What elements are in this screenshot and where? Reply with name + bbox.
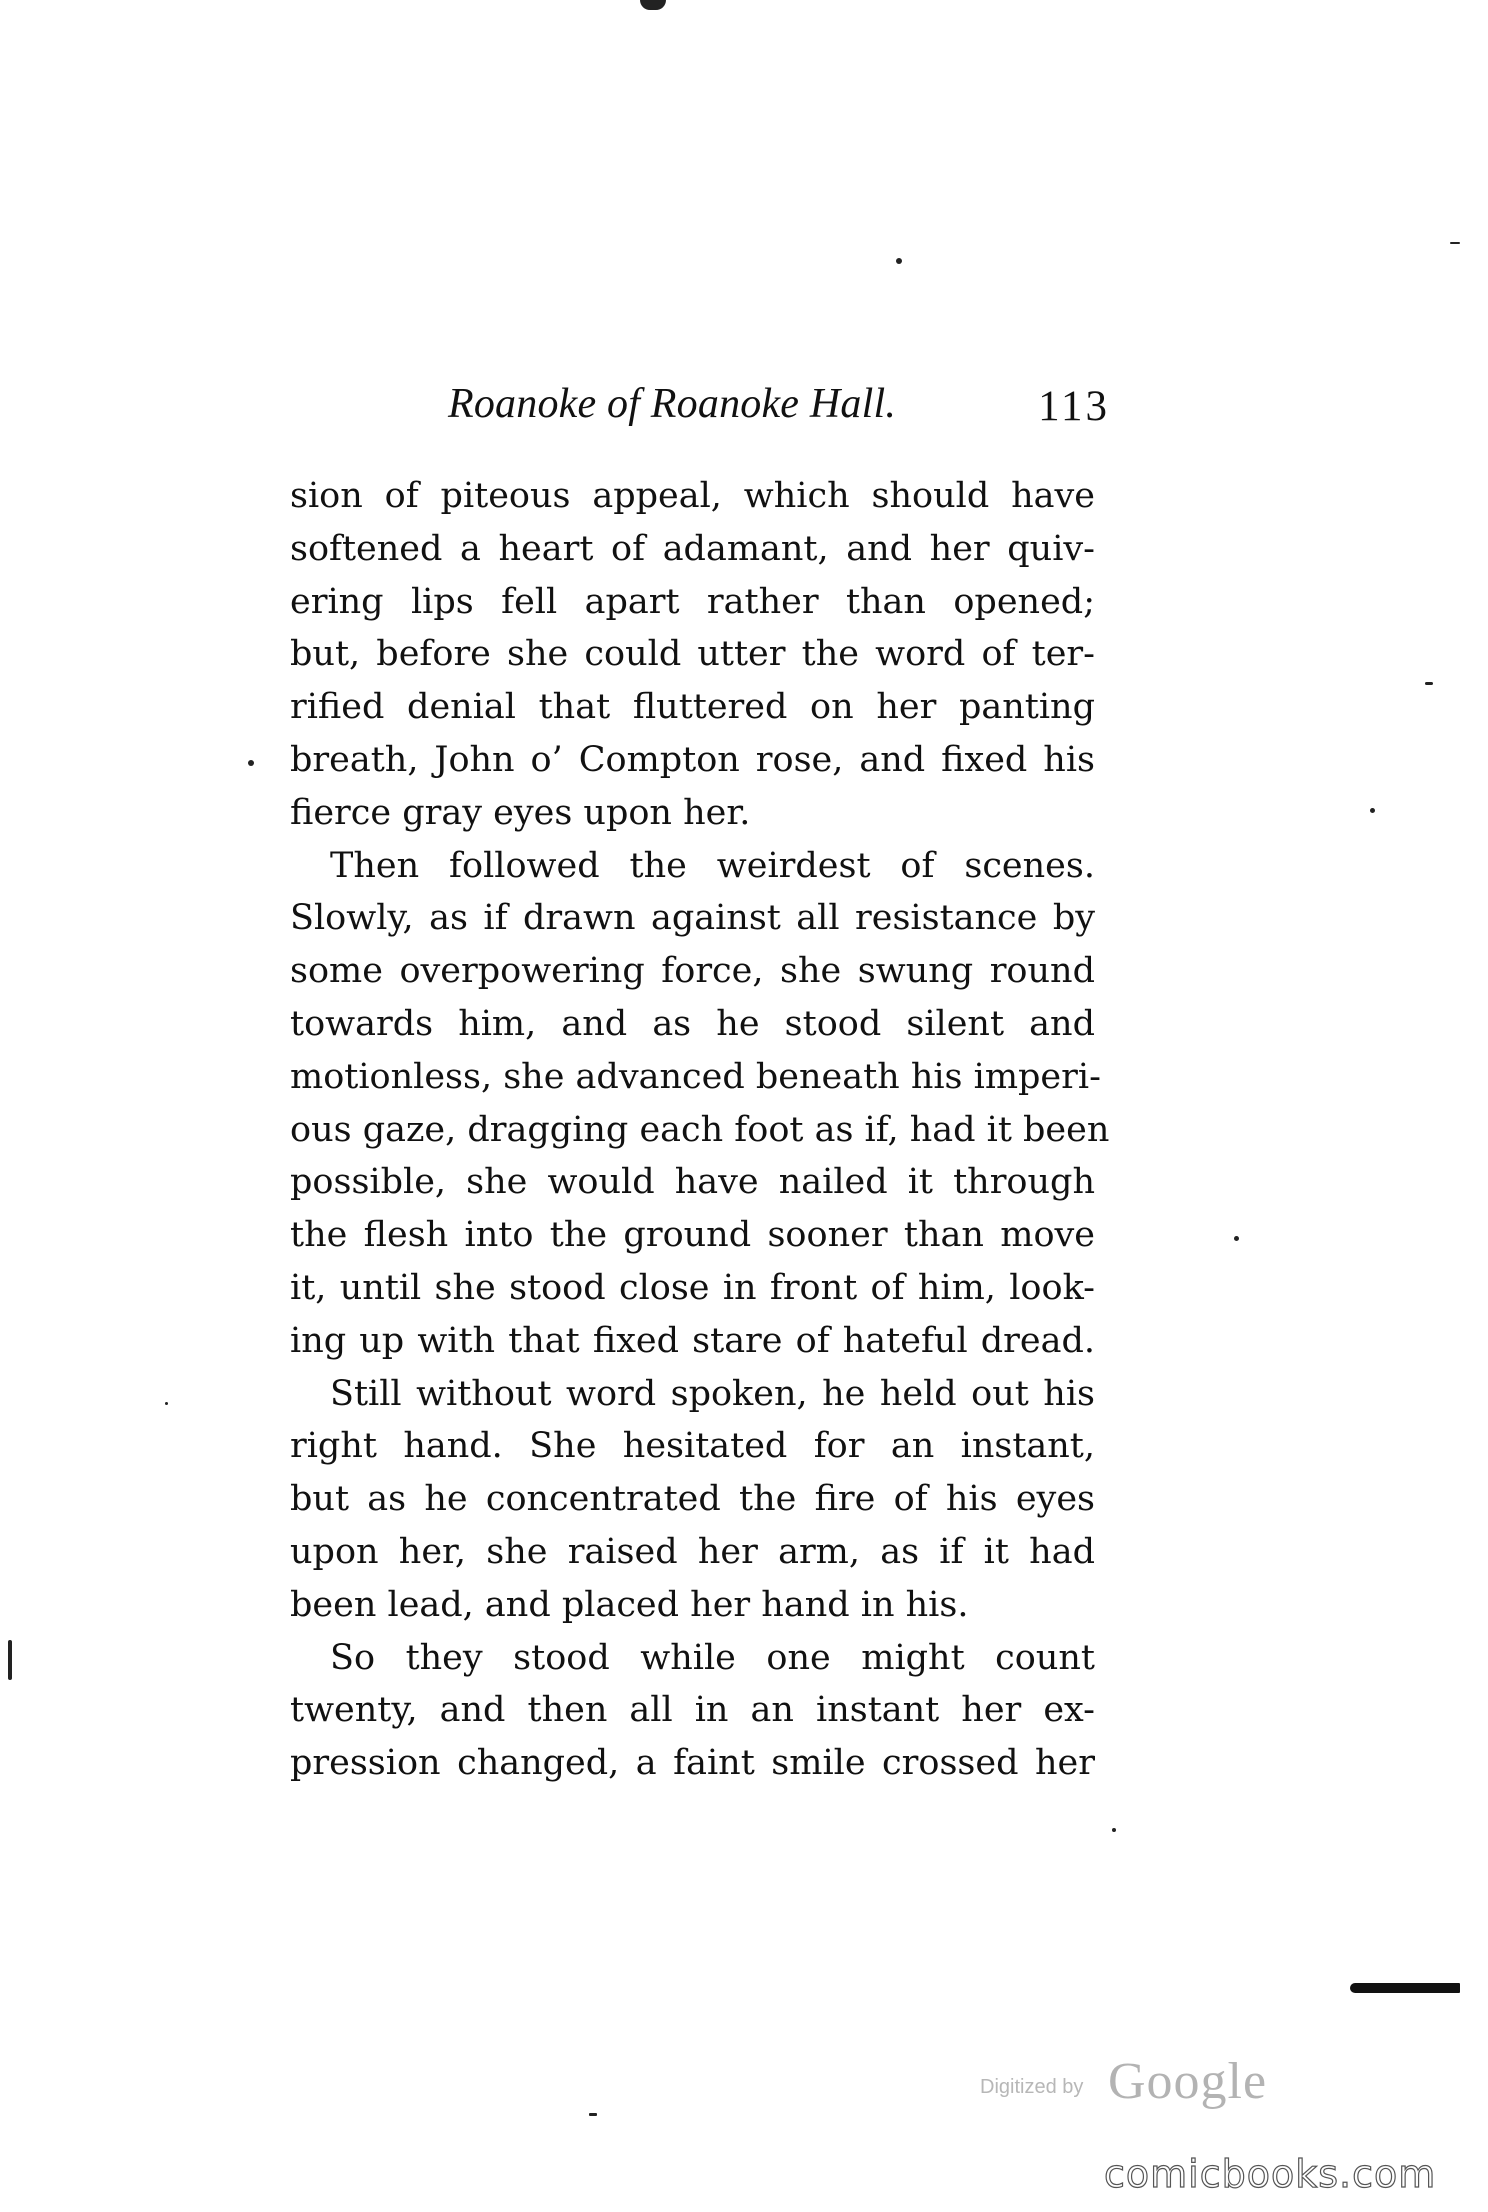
text-line: pression changed, a faint smile crossed her (290, 1743, 1095, 1784)
text-line: sion of piteous appeal, which should have (290, 476, 1095, 516)
paragraph-4 (290, 1632, 1095, 1790)
ink-speck (896, 258, 902, 264)
text-line: but, before she could utter the word of ter- (290, 634, 1095, 675)
text-line: Slowly, as if drawn against all resistance by (290, 898, 1095, 939)
running-header (290, 372, 1110, 442)
paragraph-2 (290, 840, 1110, 1368)
ink-speck (1370, 808, 1375, 813)
text-line: Then followed the weirdest of scenes. (330, 845, 1095, 886)
text-line: fierce gray eyes upon her. (290, 792, 751, 833)
comicbooks-watermark: comicbooks.com (1104, 2152, 1437, 2196)
margin-ink-stroke (1350, 1983, 1460, 1993)
ink-speck (1425, 682, 1433, 685)
text-line: So they stood while one might count (330, 1637, 1095, 1678)
text-line: rified denial that fluttered on her panting (290, 687, 1095, 728)
text-line: but as he concentrated the fire of his eyes (290, 1479, 1095, 1520)
page-number: 113 (1038, 383, 1110, 430)
text-line: ous gaze, dragging each foot as if, had it been (290, 1109, 1110, 1150)
text-line: upon her, she raised her arm, as if it had (290, 1531, 1095, 1572)
text-line: ing up with that fixed stare of hateful dread. (290, 1320, 1095, 1361)
text-line: twenty, and then all in an instant her ex- (290, 1690, 1095, 1731)
ink-speck (248, 760, 254, 766)
ink-speck (165, 1402, 168, 1405)
ink-speck (589, 2113, 597, 2116)
text-line: been lead, and placed her hand in his. (290, 1584, 969, 1625)
paragraph-1 (290, 470, 1095, 840)
text-line: breath, John o’ Compton rose, and fixed his (290, 739, 1095, 780)
paragraph-3 (290, 1368, 1095, 1632)
text-line: right hand. She hesitated for an instant, (290, 1426, 1095, 1467)
text-line: some overpowering force, she swung round (290, 951, 1095, 992)
ink-speck (1112, 1828, 1116, 1832)
edge-mark (8, 1640, 12, 1680)
digitized-by-google-watermark (980, 2052, 1300, 2110)
running-title: Roanoke of Roanoke Hall. (448, 381, 897, 427)
text-line: motionless, she advanced beneath his imperi- (290, 1056, 1101, 1097)
text-line: towards him, and as he stood silent and (290, 1003, 1095, 1044)
text-line: softened a heart of adamant, and her quiv- (290, 528, 1095, 569)
body-text (290, 470, 1110, 1790)
ink-speck (1234, 1236, 1239, 1241)
digitized-by-label: Digitized by (980, 2076, 1084, 2098)
text-line: it, until she stood close in front of him, look- (290, 1267, 1095, 1308)
google-logo: Google (1108, 2053, 1268, 2110)
ink-smudge-top (640, 0, 666, 10)
text-line: ering lips fell apart rather than opened; (290, 581, 1095, 622)
text-line: the flesh into the ground sooner than move (290, 1215, 1095, 1256)
text-line: possible, she would have nailed it through (290, 1162, 1095, 1203)
ink-speck (1450, 242, 1460, 244)
text-line: Still without word spoken, he held out his (330, 1373, 1095, 1414)
